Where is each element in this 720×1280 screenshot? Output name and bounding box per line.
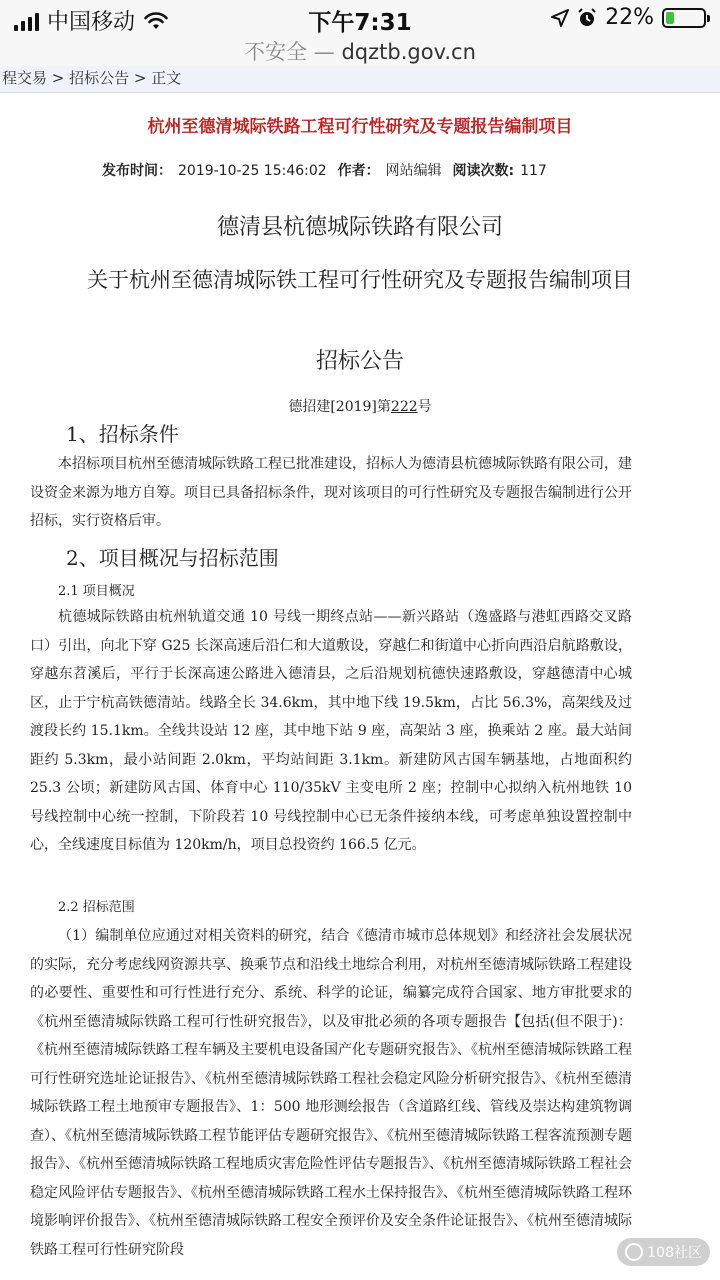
document-number [0, 396, 720, 416]
battery-percent: 22% [605, 5, 654, 30]
battery-icon [662, 8, 706, 28]
section1-text: 本招标项目杭州至德清城际铁路工程已批准建设，招标人为德清县杭德城际铁路有限公司，建设资金来源为地方自筹。项目已具备招标条件，现对该项目的可行性研究及专题报告编制进行公开招标，实行资格后审。 [30, 456, 632, 529]
alarm-clock-icon [577, 8, 597, 28]
views-count: 117 [520, 163, 547, 179]
community-logo-icon [625, 1243, 643, 1261]
page-title: 杭州至德清城际铁路工程可行性研究及专题报告编制项目 [147, 117, 573, 137]
document-subject: 关于杭州至德清城际铁工程可行性研究及专题报告编制项目 [87, 268, 633, 292]
url-bar[interactable] [0, 36, 720, 66]
doc-number-prefix: 德招建[2019]第 [288, 399, 391, 415]
url-domain: dqztb.gov.cn [341, 40, 476, 64]
section1-heading: 1、招标条件 [66, 422, 179, 446]
sub21-heading: 2.1 项目概况 [58, 584, 135, 599]
notice-title: 招标公告 [315, 349, 404, 374]
status-bar [0, 0, 720, 36]
article-meta [102, 160, 553, 180]
status-right [551, 5, 706, 30]
breadcrumb[interactable]: 程交易 > 招标公告 > 正文 [0, 66, 720, 93]
publish-time: 2019-10-25 15:46:02 [178, 163, 327, 179]
company-name: 德清县杭德城际铁路有限公司 [216, 215, 503, 240]
doc-number: 222 [390, 399, 418, 415]
battery-level [666, 12, 674, 24]
insecure-label: 不安全 — [244, 40, 335, 64]
clock: 下午7:31 [308, 10, 412, 36]
watermark-label: 108社区 [647, 1245, 702, 1261]
location-arrow-icon [551, 9, 569, 27]
section2-heading: 2、项目概况与招标范围 [66, 546, 279, 570]
watermark [617, 1238, 710, 1266]
author-label: 作者： [337, 163, 380, 179]
publish-label: 发布时间： [102, 163, 172, 179]
author-name: 网站编辑 [385, 163, 442, 179]
sub22-text: （1）编制单位应通过对相关资料的研究，结合《德清市城市总体规划》和经济社会发展状况的实际，充分考虑线网资源共享、换乘节点和沿线土地综合利用，对杭州至德清城际铁路工程建设的必要性、重要性和可行性进行充分、系统、科学的论证，编纂完成符合国家、地方审批要求的《杭州至德清城际铁路工程可行性研究报告》，以及审批必须的各项专题报告【包括(但不限于)：《杭州至德清城际铁路工程车辆及主要机电设备国产化专题研究报告》、《杭州至德清城际铁路工程可行性研究选址论证报告》、《杭州至德清城际铁路工程社会稳定风险分析研究报告》、《杭州至德清城际铁路工程土地预审专题报告》、1：500 地形测绘报告（含道路红线、管线及崇达构建筑物调查）、《杭州至德清城际铁路工程节能评估专题研究报告》、《杭州至德清城际铁路工程客流预测专题报告》、《杭州至德清城际铁路工程地质灾害危险性评估专题报告》、《杭州至德清城际铁路工程社会稳定风险评估专题报告》、《杭州至德清城际铁路工程水土保持报告》、《杭州至德清城际铁路工程环境影响评价报告》、《杭州至德清城际铁路工程安全预评价及安全条件论证报告》、《杭州至德清城际铁路工程可行性研究阶段 [30, 928, 632, 1258]
sub22-heading: 2.2 招标范围 [58, 900, 135, 915]
carrier-name: 中国移动 [47, 10, 136, 35]
views-label: 阅读次数: [452, 163, 515, 179]
sub21-text: 杭德城际铁路由杭州轨道交通 10 号线一期终点站——新兴路站（逸盛路与港虹西路交叉路口）引出，向北下穿 G25 长深高速后沿仁和大道敷设，穿越仁和街道中心折向西沿启航路敷设，穿越东苕溪后，平行于长深高速公路进入德清县，之后沿规划杭德快速路敷设，穿越德清中心城区，止于宁杭高铁德清站。线路全长 34.6km，其中地下线 19.5km，占比 56.3%，高架线及过渡段长约 15.1km。全线共设站 12 座，其中地下站 9 座，高架站 3 座，换乘站 2 座。最大站间距约 5.3km，最小站间距 2.0km，平均站间距 3.1km。新建防风古国车辆基地，占地面积约 25.3 公顷；新建防风古国、体育中心 110/35kV 主变电所 2 座；控制中心拟纳入杭州地铁 10 号线控制中心统一控制，下阶段若 10 号线控制中心已无条件接纳本线，可考虑单独设置控制中心，全线速度目标值为 120km/h，项目总投资约 166.5 亿元。 [30, 609, 632, 853]
doc-number-suffix: 号 [417, 399, 432, 415]
